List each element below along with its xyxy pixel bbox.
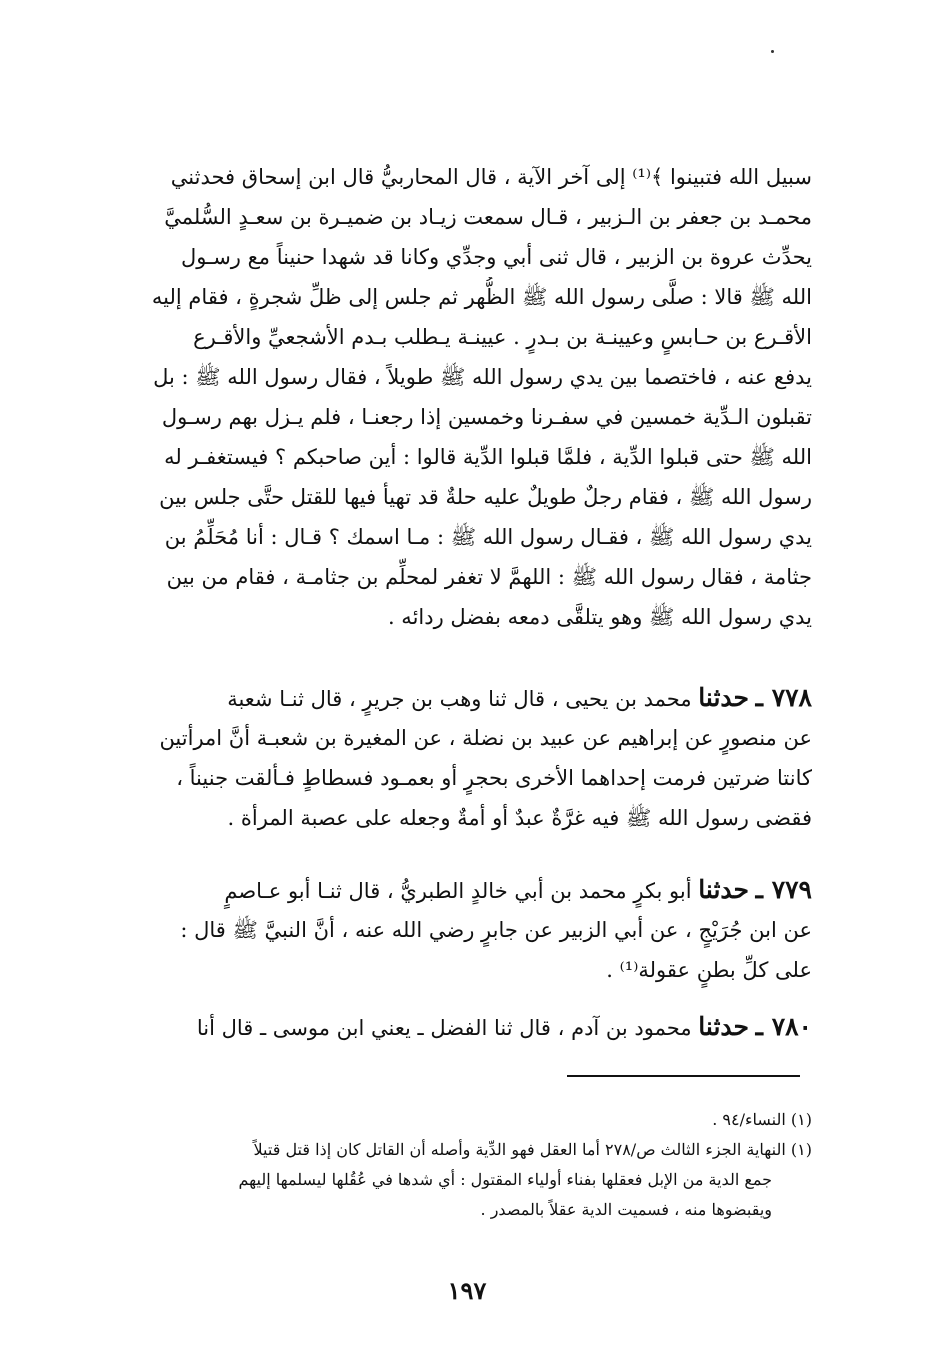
footnote-separator <box>567 1075 800 1077</box>
text-segment: أبو بكرٍ محمد بن أبي خالدٍ الطبريُّ ، قال ثنـا أبو عـاصمٍ <box>224 879 692 903</box>
text-segment: محمود بن آدم ، قال ثنا الفضل ـ يعني ابن موسى ـ قال أنا <box>196 1016 692 1040</box>
text-line: عن ابن جُرَيْجٍ ، عن أبي الزبير عن جابرٍ رضي الله عنه ، أنَّ النبيَّ ﷺ قال : <box>180 918 812 942</box>
hadith-first-line <box>126 870 812 910</box>
footnote-line: (١) النهاية الجزء الثالث ص/٢٧٨ أما العقل فهو الدِّية وأصله أن القاتل كان إذا قتل قتيلاً <box>253 1140 812 1159</box>
footnote-line: جمع الدية من الإبل فعقلها بفناء أولياء المقتول : أي شدها في عُقُلها ليسلمها إليهم <box>238 1170 772 1189</box>
text-line: يدي رسول الله ﷺ وهو يتلقَّى دمعه بفضل ردائه . <box>387 605 812 629</box>
hadith-number: ٧٨٠ ـ <box>755 1012 812 1041</box>
text-line: جثامة ، فقال رسول الله ﷺ : اللهمَّ لا تغفر لمحلِّم بن جثامـة ، فقام من بين <box>166 565 812 589</box>
corner-mark <box>771 50 774 53</box>
text-line: يحدِّث عروة بن الزبير ، قال ثنى أبي وجدِّي وكانا قد شهدا حنيناً مع رسـول <box>180 245 812 269</box>
hadith-779-paragraph <box>126 870 812 990</box>
text-line: يدي رسول الله ﷺ ، فقـال رسول الله ﷺ : مـا اسمك ؟ قـال : أنا مُحَلِّمُ بن <box>164 525 812 549</box>
hadith-780-paragraph <box>126 1007 812 1047</box>
text-line: الأقـرع بن حـابسٍ وعيينـة بن بـدرٍ . عيينـة يـطلب بـدم الأشجعيِّ والأقـرع <box>193 325 812 349</box>
text-line: سبيل الله فتبينوا ﴾⁽¹⁾ إلى آخر الآية ، قال المحاربيُّ قال ابن إسحاق فحدثني <box>170 165 812 189</box>
text-line: يدفع عنه ، فاختصما بين يدي رسول الله ﷺ طويلاً ، فقال رسول الله ﷺ : بل <box>153 365 812 389</box>
hadith-778-paragraph <box>126 678 812 838</box>
footnote-line: (١) النساء/٩٤ . <box>712 1110 812 1129</box>
text-segment: محمد بن يحيى ، قال ثنا وهب بن جريرٍ ، قال ثنـا شعبة <box>227 687 692 711</box>
text-line: كانتا ضرتين فرمت إحداهما الأخرى بحجرٍ أو بعمـود فسطاطٍ فـألقت جنيناً ، <box>176 766 812 790</box>
text-line: فقضى رسول الله ﷺ فيه غرَّةٌ عبدٌ أو أمةٌ وجعله على عصبة المرأة . <box>227 806 812 830</box>
hadith-first-line <box>126 678 812 718</box>
hadith-heading: حدثنا <box>698 875 749 904</box>
text-line: تقبلون الـدِّية خمسين في سفـرنا وخمسين إذا رجعنـا ، فلم يـزل بهم رسـول <box>161 405 812 429</box>
hadith-number: ٧٧٩ ـ <box>755 875 812 904</box>
hadith-number: ٧٧٨ ـ <box>755 683 812 712</box>
text-line: الله ﷺ حتى قبلوا الدِّية ، فلمَّا قبلوا الدِّية قالوا : أين صاحبكم ؟ فيستغفـر له <box>164 445 812 469</box>
page-number: ١٩٧ <box>447 1276 487 1305</box>
footnotes <box>126 1105 812 1225</box>
text-line: رسول الله ﷺ ، فقام رجلٌ طويلٌ عليه حلةٌ قد تهيأ فيها للقتل حتَّى جلس بين <box>159 485 812 509</box>
hadith-first-line <box>126 1007 812 1047</box>
text-line: الله ﷺ قالا : صلَّى رسول الله ﷺ الظُّهر ثم جلس إلى ظلِّ شجرةٍ ، فقام إليه <box>151 285 812 309</box>
footnote-line: ويقبضوها منه ، فسميت الدية عقلاً بالمصدر . <box>480 1200 772 1219</box>
text-line: على كلِّ بطنٍ عقولة⁽¹⁾ . <box>606 958 812 982</box>
text-line: عن منصورٍ عن إبراهيم عن عبيد بن نضلة ، عن المغيرة بن شعبـة أنَّ امرأتين <box>159 726 812 750</box>
text-line: محمـد بن جعفر بن الـزبير ، قـال سمعت زيـاد بن ضميـرة بن سعـدٍ السُّلميَّ <box>164 205 812 229</box>
hadith-heading: حدثنا <box>698 683 749 712</box>
hadith-continuation-paragraph <box>126 157 812 637</box>
hadith-heading: حدثنا <box>698 1012 749 1041</box>
